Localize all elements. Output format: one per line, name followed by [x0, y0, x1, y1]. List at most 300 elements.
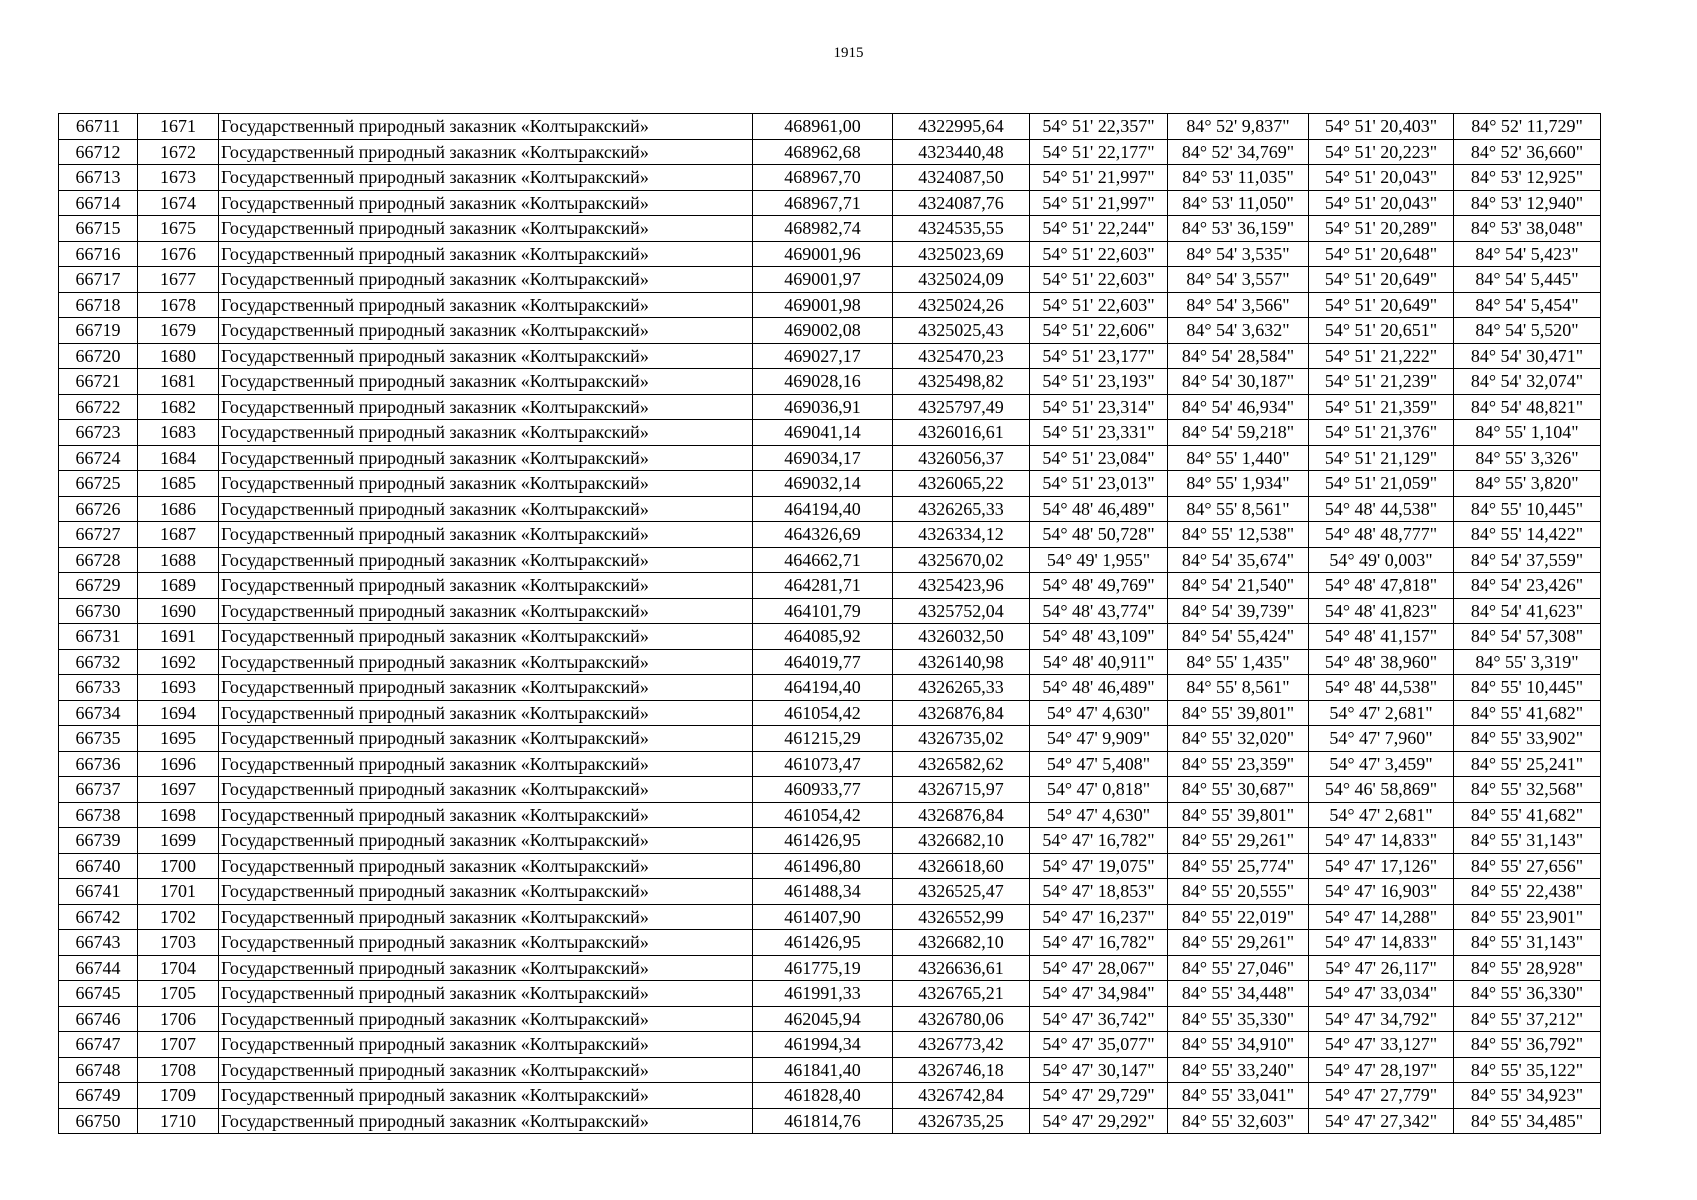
- x-coordinate-cell: 469036,91: [753, 394, 893, 420]
- y-coordinate-cell: 4325797,49: [893, 394, 1030, 420]
- x-coordinate-cell: 469002,08: [753, 318, 893, 344]
- latitude-alt-cell: 54° 51' 20,403": [1309, 114, 1454, 140]
- longitude-cell: 84° 54' 59,218": [1168, 420, 1309, 446]
- x-coordinate-cell: 469001,98: [753, 292, 893, 318]
- longitude-alt-cell: 84° 55' 10,445": [1454, 496, 1601, 522]
- x-coordinate-cell: 461814,76: [753, 1108, 893, 1134]
- point-number-cell: 1695: [138, 726, 219, 752]
- latitude-cell: 54° 48' 49,769": [1030, 573, 1168, 599]
- latitude-cell: 54° 47' 16,237": [1030, 904, 1168, 930]
- object-name-cell: Государственный природный заказник «Колтыракский»: [219, 1108, 753, 1134]
- latitude-cell: 54° 47' 9,909": [1030, 726, 1168, 752]
- object-name-cell: Государственный природный заказник «Колтыракский»: [219, 675, 753, 701]
- record-id-cell: 66741: [59, 879, 138, 905]
- x-coordinate-cell: 461991,33: [753, 981, 893, 1007]
- latitude-alt-cell: 54° 47' 34,792": [1309, 1006, 1454, 1032]
- record-id-cell: 66715: [59, 216, 138, 242]
- point-number-cell: 1691: [138, 624, 219, 650]
- longitude-alt-cell: 84° 55' 3,319": [1454, 649, 1601, 675]
- object-name-cell: Государственный природный заказник «Колтыракский»: [219, 445, 753, 471]
- longitude-alt-cell: 84° 55' 34,485": [1454, 1108, 1601, 1134]
- object-name-cell: Государственный природный заказник «Колтыракский»: [219, 777, 753, 803]
- object-name-cell: Государственный природный заказник «Колтыракский»: [219, 343, 753, 369]
- longitude-cell: 84° 54' 21,540": [1168, 573, 1309, 599]
- x-coordinate-cell: 469032,14: [753, 471, 893, 497]
- y-coordinate-cell: 4326682,10: [893, 930, 1030, 956]
- longitude-cell: 84° 55' 25,774": [1168, 853, 1309, 879]
- y-coordinate-cell: 4326032,50: [893, 624, 1030, 650]
- latitude-alt-cell: 54° 51' 21,239": [1309, 369, 1454, 395]
- record-id-cell: 66727: [59, 522, 138, 548]
- object-name-cell: Государственный природный заказник «Колтыракский»: [219, 216, 753, 242]
- point-number-cell: 1682: [138, 394, 219, 420]
- longitude-alt-cell: 84° 52' 36,660": [1454, 139, 1601, 165]
- point-number-cell: 1700: [138, 853, 219, 879]
- latitude-alt-cell: 54° 47' 27,779": [1309, 1083, 1454, 1109]
- table-row: [59, 853, 1601, 879]
- longitude-alt-cell: 84° 54' 5,423": [1454, 241, 1601, 267]
- table-row: [59, 1032, 1601, 1058]
- record-id-cell: 66712: [59, 139, 138, 165]
- table-row: [59, 981, 1601, 1007]
- object-name-cell: Государственный природный заказник «Колтыракский»: [219, 981, 753, 1007]
- latitude-cell: 54° 47' 16,782": [1030, 930, 1168, 956]
- longitude-cell: 84° 55' 23,359": [1168, 751, 1309, 777]
- latitude-cell: 54° 51' 23,331": [1030, 420, 1168, 446]
- object-name-cell: Государственный природный заказник «Колтыракский»: [219, 802, 753, 828]
- y-coordinate-cell: 4326876,84: [893, 700, 1030, 726]
- latitude-cell: 54° 51' 23,084": [1030, 445, 1168, 471]
- object-name-cell: Государственный природный заказник «Колтыракский»: [219, 292, 753, 318]
- latitude-alt-cell: 54° 48' 38,960": [1309, 649, 1454, 675]
- y-coordinate-cell: 4324087,76: [893, 190, 1030, 216]
- record-id-cell: 66743: [59, 930, 138, 956]
- object-name-cell: Государственный природный заказник «Колтыракский»: [219, 139, 753, 165]
- longitude-cell: 84° 55' 8,561": [1168, 496, 1309, 522]
- point-number-cell: 1701: [138, 879, 219, 905]
- longitude-cell: 84° 54' 55,424": [1168, 624, 1309, 650]
- latitude-alt-cell: 54° 47' 2,681": [1309, 700, 1454, 726]
- longitude-alt-cell: 84° 54' 30,471": [1454, 343, 1601, 369]
- longitude-cell: 84° 54' 35,674": [1168, 547, 1309, 573]
- y-coordinate-cell: 4326618,60: [893, 853, 1030, 879]
- latitude-cell: 54° 51' 22,177": [1030, 139, 1168, 165]
- point-number-cell: 1696: [138, 751, 219, 777]
- point-number-cell: 1678: [138, 292, 219, 318]
- point-number-cell: 1675: [138, 216, 219, 242]
- longitude-cell: 84° 54' 39,739": [1168, 598, 1309, 624]
- latitude-cell: 54° 47' 18,853": [1030, 879, 1168, 905]
- latitude-alt-cell: 54° 48' 48,777": [1309, 522, 1454, 548]
- latitude-alt-cell: 54° 51' 20,223": [1309, 139, 1454, 165]
- longitude-alt-cell: 84° 54' 5,445": [1454, 267, 1601, 293]
- longitude-alt-cell: 84° 54' 23,426": [1454, 573, 1601, 599]
- y-coordinate-cell: 4326742,84: [893, 1083, 1030, 1109]
- object-name-cell: Государственный природный заказник «Колтыракский»: [219, 318, 753, 344]
- record-id-cell: 66746: [59, 1006, 138, 1032]
- x-coordinate-cell: 462045,94: [753, 1006, 893, 1032]
- y-coordinate-cell: 4325024,09: [893, 267, 1030, 293]
- table-row: [59, 267, 1601, 293]
- longitude-alt-cell: 84° 55' 36,792": [1454, 1032, 1601, 1058]
- latitude-cell: 54° 51' 22,603": [1030, 292, 1168, 318]
- longitude-alt-cell: 84° 55' 32,568": [1454, 777, 1601, 803]
- y-coordinate-cell: 4326773,42: [893, 1032, 1030, 1058]
- object-name-cell: Государственный природный заказник «Колтыракский»: [219, 624, 753, 650]
- x-coordinate-cell: 464101,79: [753, 598, 893, 624]
- record-id-cell: 66717: [59, 267, 138, 293]
- longitude-cell: 84° 55' 30,687": [1168, 777, 1309, 803]
- table-row: [59, 1083, 1601, 1109]
- latitude-alt-cell: 54° 47' 2,681": [1309, 802, 1454, 828]
- latitude-alt-cell: 54° 48' 44,538": [1309, 675, 1454, 701]
- longitude-cell: 84° 55' 8,561": [1168, 675, 1309, 701]
- point-number-cell: 1710: [138, 1108, 219, 1134]
- table-row: [59, 547, 1601, 573]
- record-id-cell: 66734: [59, 700, 138, 726]
- point-number-cell: 1694: [138, 700, 219, 726]
- record-id-cell: 66739: [59, 828, 138, 854]
- y-coordinate-cell: 4326140,98: [893, 649, 1030, 675]
- latitude-cell: 54° 51' 21,997": [1030, 165, 1168, 191]
- table-row: [59, 318, 1601, 344]
- table-row: [59, 904, 1601, 930]
- y-coordinate-cell: 4326265,33: [893, 496, 1030, 522]
- latitude-cell: 54° 51' 22,357": [1030, 114, 1168, 140]
- latitude-alt-cell: 54° 47' 3,459": [1309, 751, 1454, 777]
- latitude-alt-cell: 54° 48' 47,818": [1309, 573, 1454, 599]
- latitude-cell: 54° 47' 35,077": [1030, 1032, 1168, 1058]
- latitude-alt-cell: 54° 47' 26,117": [1309, 955, 1454, 981]
- table-row: [59, 216, 1601, 242]
- point-number-cell: 1698: [138, 802, 219, 828]
- x-coordinate-cell: 461496,80: [753, 853, 893, 879]
- record-id-cell: 66725: [59, 471, 138, 497]
- longitude-alt-cell: 84° 55' 33,902": [1454, 726, 1601, 752]
- longitude-cell: 84° 54' 46,934": [1168, 394, 1309, 420]
- table-row: [59, 751, 1601, 777]
- longitude-alt-cell: 84° 55' 22,438": [1454, 879, 1601, 905]
- object-name-cell: Государственный природный заказник «Колтыракский»: [219, 471, 753, 497]
- latitude-alt-cell: 54° 47' 7,960": [1309, 726, 1454, 752]
- y-coordinate-cell: 4326735,02: [893, 726, 1030, 752]
- latitude-alt-cell: 54° 48' 41,823": [1309, 598, 1454, 624]
- latitude-cell: 54° 47' 29,729": [1030, 1083, 1168, 1109]
- object-name-cell: Государственный природный заказник «Колтыракский»: [219, 522, 753, 548]
- latitude-alt-cell: 54° 48' 41,157": [1309, 624, 1454, 650]
- x-coordinate-cell: 468961,00: [753, 114, 893, 140]
- y-coordinate-cell: 4326636,61: [893, 955, 1030, 981]
- object-name-cell: Государственный природный заказник «Колтыракский»: [219, 394, 753, 420]
- longitude-alt-cell: 84° 53' 12,940": [1454, 190, 1601, 216]
- record-id-cell: 66749: [59, 1083, 138, 1109]
- object-name-cell: Государственный природный заказник «Колтыракский»: [219, 955, 753, 981]
- point-number-cell: 1703: [138, 930, 219, 956]
- longitude-cell: 84° 55' 22,019": [1168, 904, 1309, 930]
- longitude-alt-cell: 84° 55' 23,901": [1454, 904, 1601, 930]
- x-coordinate-cell: 461775,19: [753, 955, 893, 981]
- longitude-alt-cell: 84° 55' 35,122": [1454, 1057, 1601, 1083]
- record-id-cell: 66723: [59, 420, 138, 446]
- record-id-cell: 66732: [59, 649, 138, 675]
- point-number-cell: 1674: [138, 190, 219, 216]
- point-number-cell: 1692: [138, 649, 219, 675]
- point-number-cell: 1688: [138, 547, 219, 573]
- table-row: [59, 190, 1601, 216]
- latitude-alt-cell: 54° 47' 14,288": [1309, 904, 1454, 930]
- y-coordinate-cell: 4326735,25: [893, 1108, 1030, 1134]
- table-row: [59, 114, 1601, 140]
- longitude-cell: 84° 52' 34,769": [1168, 139, 1309, 165]
- record-id-cell: 66729: [59, 573, 138, 599]
- record-id-cell: 66720: [59, 343, 138, 369]
- latitude-alt-cell: 54° 51' 20,651": [1309, 318, 1454, 344]
- record-id-cell: 66728: [59, 547, 138, 573]
- object-name-cell: Государственный природный заказник «Колтыракский»: [219, 267, 753, 293]
- object-name-cell: Государственный природный заказник «Колтыракский»: [219, 241, 753, 267]
- y-coordinate-cell: 4326746,18: [893, 1057, 1030, 1083]
- latitude-cell: 54° 51' 23,177": [1030, 343, 1168, 369]
- table-row: [59, 624, 1601, 650]
- latitude-cell: 54° 51' 23,013": [1030, 471, 1168, 497]
- latitude-alt-cell: 54° 47' 14,833": [1309, 828, 1454, 854]
- object-name-cell: Государственный природный заказник «Колтыракский»: [219, 649, 753, 675]
- longitude-cell: 84° 55' 33,240": [1168, 1057, 1309, 1083]
- point-number-cell: 1684: [138, 445, 219, 471]
- longitude-alt-cell: 84° 54' 48,821": [1454, 394, 1601, 420]
- latitude-alt-cell: 54° 51' 20,648": [1309, 241, 1454, 267]
- latitude-cell: 54° 51' 22,606": [1030, 318, 1168, 344]
- y-coordinate-cell: 4325025,43: [893, 318, 1030, 344]
- y-coordinate-cell: 4326525,47: [893, 879, 1030, 905]
- x-coordinate-cell: 469027,17: [753, 343, 893, 369]
- x-coordinate-cell: 468982,74: [753, 216, 893, 242]
- y-coordinate-cell: 4326056,37: [893, 445, 1030, 471]
- y-coordinate-cell: 4326552,99: [893, 904, 1030, 930]
- table-row: [59, 139, 1601, 165]
- record-id-cell: 66740: [59, 853, 138, 879]
- table-row: [59, 369, 1601, 395]
- point-number-cell: 1680: [138, 343, 219, 369]
- latitude-alt-cell: 54° 51' 21,222": [1309, 343, 1454, 369]
- table-row: [59, 522, 1601, 548]
- latitude-cell: 54° 51' 21,997": [1030, 190, 1168, 216]
- x-coordinate-cell: 468967,71: [753, 190, 893, 216]
- longitude-alt-cell: 84° 55' 14,422": [1454, 522, 1601, 548]
- table-row: [59, 165, 1601, 191]
- x-coordinate-cell: 464662,71: [753, 547, 893, 573]
- object-name-cell: Государственный природный заказник «Колтыракский»: [219, 726, 753, 752]
- point-number-cell: 1681: [138, 369, 219, 395]
- longitude-cell: 84° 54' 3,632": [1168, 318, 1309, 344]
- point-number-cell: 1677: [138, 267, 219, 293]
- longitude-cell: 84° 55' 32,020": [1168, 726, 1309, 752]
- table-row: [59, 445, 1601, 471]
- record-id-cell: 66737: [59, 777, 138, 803]
- x-coordinate-cell: 464326,69: [753, 522, 893, 548]
- latitude-alt-cell: 54° 47' 28,197": [1309, 1057, 1454, 1083]
- point-number-cell: 1679: [138, 318, 219, 344]
- longitude-alt-cell: 84° 55' 41,682": [1454, 802, 1601, 828]
- table-row: [59, 1057, 1601, 1083]
- object-name-cell: Государственный природный заказник «Колтыракский»: [219, 700, 753, 726]
- longitude-alt-cell: 84° 55' 41,682": [1454, 700, 1601, 726]
- point-number-cell: 1707: [138, 1032, 219, 1058]
- latitude-cell: 54° 51' 22,603": [1030, 267, 1168, 293]
- point-number-cell: 1689: [138, 573, 219, 599]
- latitude-cell: 54° 48' 50,728": [1030, 522, 1168, 548]
- longitude-cell: 84° 55' 29,261": [1168, 828, 1309, 854]
- point-number-cell: 1685: [138, 471, 219, 497]
- point-number-cell: 1690: [138, 598, 219, 624]
- table-row: [59, 496, 1601, 522]
- point-number-cell: 1673: [138, 165, 219, 191]
- y-coordinate-cell: 4326582,62: [893, 751, 1030, 777]
- record-id-cell: 66750: [59, 1108, 138, 1134]
- x-coordinate-cell: 461426,95: [753, 828, 893, 854]
- record-id-cell: 66713: [59, 165, 138, 191]
- x-coordinate-cell: 461407,90: [753, 904, 893, 930]
- x-coordinate-cell: 464019,77: [753, 649, 893, 675]
- latitude-alt-cell: 54° 51' 20,649": [1309, 292, 1454, 318]
- record-id-cell: 66748: [59, 1057, 138, 1083]
- latitude-alt-cell: 54° 51' 21,359": [1309, 394, 1454, 420]
- x-coordinate-cell: 461215,29: [753, 726, 893, 752]
- table-row: [59, 1006, 1601, 1032]
- x-coordinate-cell: 469034,17: [753, 445, 893, 471]
- longitude-cell: 84° 55' 32,603": [1168, 1108, 1309, 1134]
- x-coordinate-cell: 468962,68: [753, 139, 893, 165]
- table-row: [59, 343, 1601, 369]
- record-id-cell: 66724: [59, 445, 138, 471]
- y-coordinate-cell: 4325470,23: [893, 343, 1030, 369]
- record-id-cell: 66711: [59, 114, 138, 140]
- table-row: [59, 700, 1601, 726]
- y-coordinate-cell: 4326065,22: [893, 471, 1030, 497]
- object-name-cell: Государственный природный заказник «Колтыракский»: [219, 828, 753, 854]
- y-coordinate-cell: 4326715,97: [893, 777, 1030, 803]
- record-id-cell: 66742: [59, 904, 138, 930]
- point-number-cell: 1671: [138, 114, 219, 140]
- x-coordinate-cell: 464194,40: [753, 496, 893, 522]
- latitude-cell: 54° 47' 5,408": [1030, 751, 1168, 777]
- x-coordinate-cell: 460933,77: [753, 777, 893, 803]
- longitude-cell: 84° 54' 3,566": [1168, 292, 1309, 318]
- record-id-cell: 66736: [59, 751, 138, 777]
- longitude-cell: 84° 54' 30,187": [1168, 369, 1309, 395]
- longitude-alt-cell: 84° 55' 28,928": [1454, 955, 1601, 981]
- y-coordinate-cell: 4326876,84: [893, 802, 1030, 828]
- x-coordinate-cell: 461488,34: [753, 879, 893, 905]
- latitude-alt-cell: 54° 47' 27,342": [1309, 1108, 1454, 1134]
- object-name-cell: Государственный природный заказник «Колтыракский»: [219, 879, 753, 905]
- y-coordinate-cell: 4325023,69: [893, 241, 1030, 267]
- longitude-cell: 84° 55' 34,910": [1168, 1032, 1309, 1058]
- record-id-cell: 66722: [59, 394, 138, 420]
- point-number-cell: 1705: [138, 981, 219, 1007]
- table-row: [59, 598, 1601, 624]
- object-name-cell: Государственный природный заказник «Колтыракский»: [219, 114, 753, 140]
- point-number-cell: 1709: [138, 1083, 219, 1109]
- point-number-cell: 1686: [138, 496, 219, 522]
- latitude-cell: 54° 51' 23,193": [1030, 369, 1168, 395]
- y-coordinate-cell: 4322995,64: [893, 114, 1030, 140]
- latitude-alt-cell: 54° 51' 20,649": [1309, 267, 1454, 293]
- longitude-cell: 84° 55' 20,555": [1168, 879, 1309, 905]
- longitude-cell: 84° 54' 28,584": [1168, 343, 1309, 369]
- record-id-cell: 66718: [59, 292, 138, 318]
- y-coordinate-cell: 4324087,50: [893, 165, 1030, 191]
- coordinates-table: [58, 113, 1601, 1134]
- point-number-cell: 1704: [138, 955, 219, 981]
- table-row: [59, 726, 1601, 752]
- y-coordinate-cell: 4325752,04: [893, 598, 1030, 624]
- page-number: 1915: [833, 45, 864, 61]
- point-number-cell: 1708: [138, 1057, 219, 1083]
- point-number-cell: 1683: [138, 420, 219, 446]
- latitude-alt-cell: 54° 51' 20,289": [1309, 216, 1454, 242]
- point-number-cell: 1699: [138, 828, 219, 854]
- longitude-alt-cell: 84° 55' 36,330": [1454, 981, 1601, 1007]
- table-row: [59, 777, 1601, 803]
- table-row: [59, 573, 1601, 599]
- longitude-cell: 84° 55' 34,448": [1168, 981, 1309, 1007]
- latitude-cell: 54° 47' 4,630": [1030, 802, 1168, 828]
- object-name-cell: Государственный природный заказник «Колтыракский»: [219, 1083, 753, 1109]
- latitude-cell: 54° 51' 22,244": [1030, 216, 1168, 242]
- latitude-alt-cell: 54° 47' 16,903": [1309, 879, 1454, 905]
- longitude-cell: 84° 55' 1,435": [1168, 649, 1309, 675]
- object-name-cell: Государственный природный заказник «Колтыракский»: [219, 496, 753, 522]
- longitude-alt-cell: 84° 55' 34,923": [1454, 1083, 1601, 1109]
- longitude-cell: 84° 52' 9,837": [1168, 114, 1309, 140]
- latitude-alt-cell: 54° 51' 20,043": [1309, 190, 1454, 216]
- table-row: [59, 420, 1601, 446]
- object-name-cell: Государственный природный заказник «Колтыракский»: [219, 165, 753, 191]
- x-coordinate-cell: 461054,42: [753, 700, 893, 726]
- record-id-cell: 66745: [59, 981, 138, 1007]
- point-number-cell: 1672: [138, 139, 219, 165]
- latitude-alt-cell: 54° 51' 20,043": [1309, 165, 1454, 191]
- x-coordinate-cell: 464194,40: [753, 675, 893, 701]
- longitude-alt-cell: 84° 53' 12,925": [1454, 165, 1601, 191]
- table-row: [59, 879, 1601, 905]
- latitude-cell: 54° 47' 0,818": [1030, 777, 1168, 803]
- latitude-cell: 54° 47' 28,067": [1030, 955, 1168, 981]
- table-row: [59, 394, 1601, 420]
- longitude-cell: 84° 55' 27,046": [1168, 955, 1309, 981]
- longitude-alt-cell: 84° 54' 57,308": [1454, 624, 1601, 650]
- record-id-cell: 66733: [59, 675, 138, 701]
- longitude-alt-cell: 84° 55' 31,143": [1454, 930, 1601, 956]
- longitude-cell: 84° 55' 1,440": [1168, 445, 1309, 471]
- latitude-alt-cell: 54° 51' 21,059": [1309, 471, 1454, 497]
- latitude-alt-cell: 54° 49' 0,003": [1309, 547, 1454, 573]
- longitude-alt-cell: 84° 54' 37,559": [1454, 547, 1601, 573]
- longitude-cell: 84° 55' 35,330": [1168, 1006, 1309, 1032]
- y-coordinate-cell: 4325498,82: [893, 369, 1030, 395]
- latitude-cell: 54° 47' 30,147": [1030, 1057, 1168, 1083]
- object-name-cell: Государственный природный заказник «Колтыракский»: [219, 190, 753, 216]
- y-coordinate-cell: 4325423,96: [893, 573, 1030, 599]
- longitude-alt-cell: 84° 55' 3,820": [1454, 471, 1601, 497]
- object-name-cell: Государственный природный заказник «Колтыракский»: [219, 573, 753, 599]
- longitude-alt-cell: 84° 55' 10,445": [1454, 675, 1601, 701]
- longitude-alt-cell: 84° 54' 41,623": [1454, 598, 1601, 624]
- longitude-cell: 84° 53' 11,035": [1168, 165, 1309, 191]
- object-name-cell: Государственный природный заказник «Колтыракский»: [219, 930, 753, 956]
- y-coordinate-cell: 4326765,21: [893, 981, 1030, 1007]
